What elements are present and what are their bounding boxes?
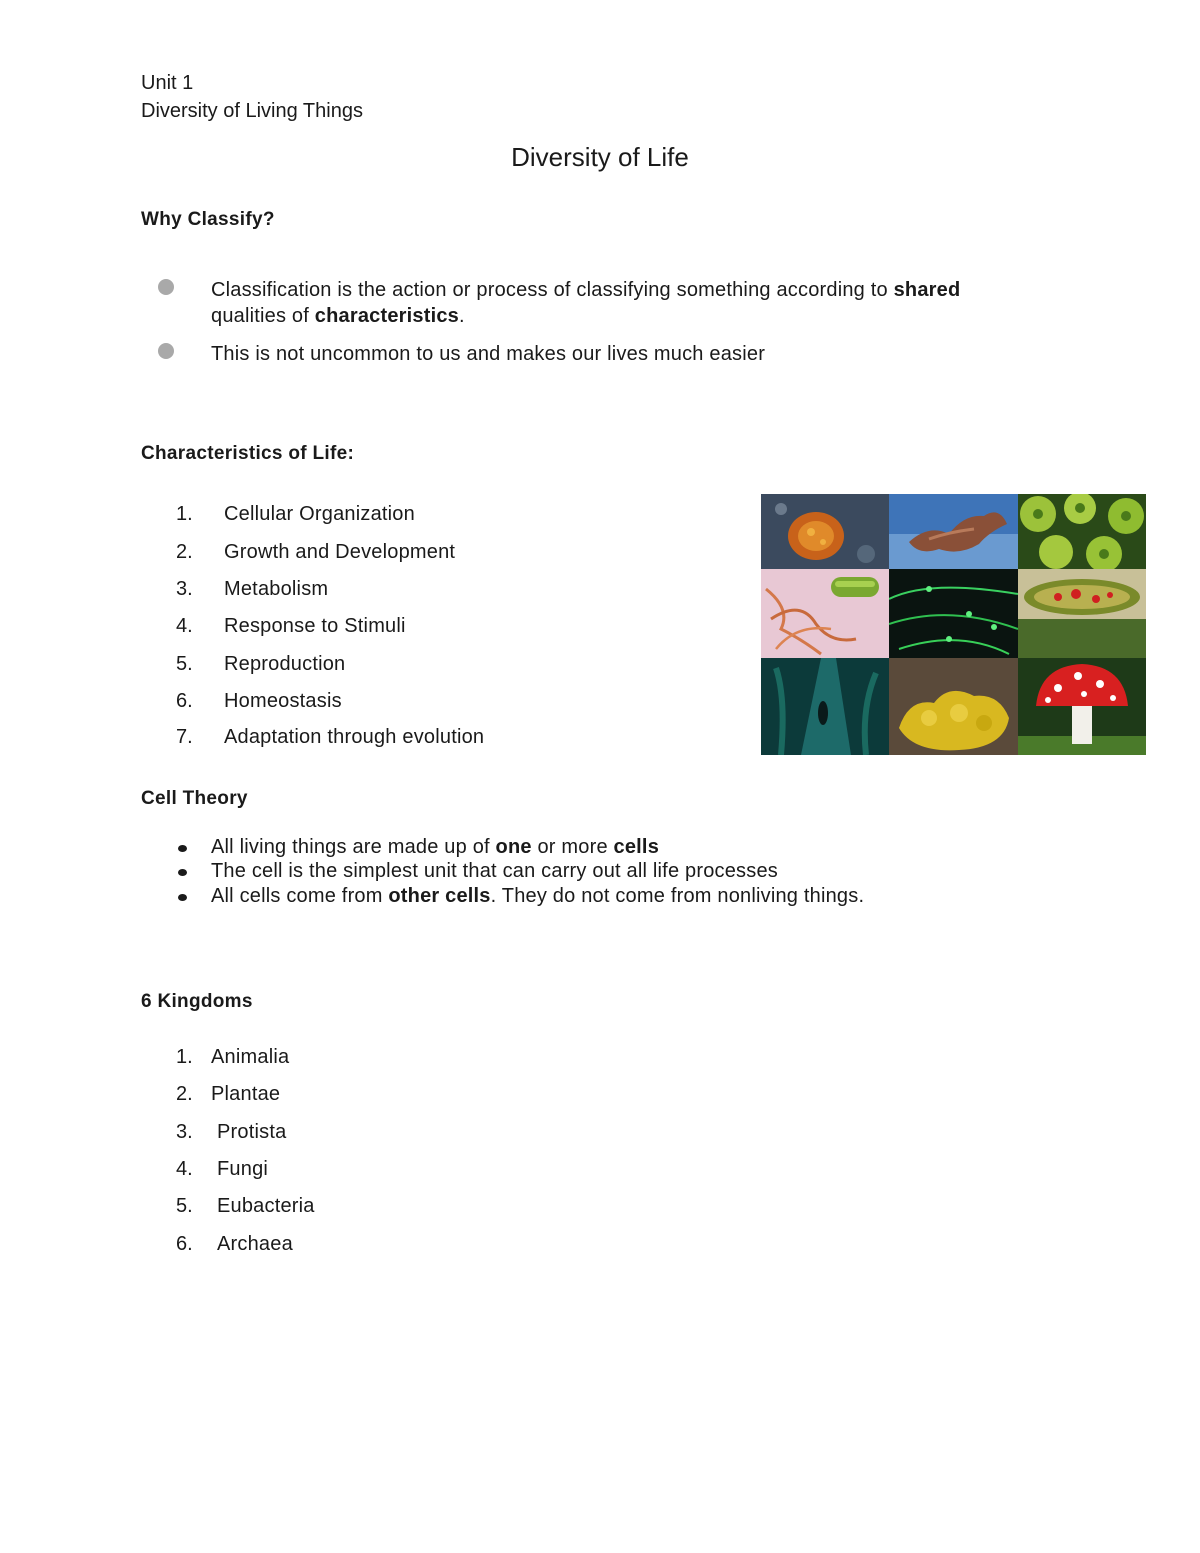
list-item: Plantae (211, 1083, 281, 1105)
list-number: 1. (176, 503, 193, 525)
characteristics-heading: Characteristics of Life: (141, 443, 355, 464)
list-item: Archaea (217, 1233, 293, 1255)
bullet-dot-icon (158, 343, 174, 359)
classify-bullet-2: This is not uncommon to us and makes our lives much easier (211, 343, 766, 365)
bold-one: one (495, 836, 532, 858)
list-item: Reproduction (224, 653, 346, 675)
cell-theory-bullet-2: The cell is the simplest unit that can carry out all life processes (211, 860, 778, 882)
page-title: Diversity of Life (511, 142, 689, 172)
slime-mold-photo (889, 658, 1018, 755)
list-number: 7. (176, 726, 193, 748)
bullet-dot-icon (158, 279, 174, 295)
list-number: 4. (176, 1158, 193, 1180)
classify-text-mid: qualities of (211, 305, 315, 327)
bullet-dot-icon (178, 894, 187, 901)
unit-label: Unit 1 (141, 72, 194, 94)
why-classify-heading: Why Classify? (141, 209, 275, 230)
classify-text-pre: Classification is the action or process of classifying something according to (211, 279, 894, 301)
bullet-dot-icon (178, 869, 187, 876)
list-item: Response to Stimuli (224, 615, 406, 637)
bullet-dot-icon (178, 845, 187, 852)
list-item: Eubacteria (217, 1195, 315, 1217)
classify-text-post: . (458, 305, 465, 327)
classify-bullet-line2 (211, 305, 465, 328)
list-number: 2. (176, 541, 193, 563)
list-item: Adaptation through evolution (224, 726, 485, 748)
underwater-photo (761, 658, 889, 755)
protist-photo (1018, 569, 1146, 658)
list-number: 4. (176, 615, 193, 637)
bold-shared: shared (893, 279, 961, 301)
cell-theory-bullet-3 (211, 885, 864, 908)
kingdoms-heading: 6 Kingdoms (141, 991, 253, 1012)
list-number: 3. (176, 578, 193, 600)
amoeba-photo (889, 494, 1018, 569)
list-item: Protista (217, 1121, 287, 1143)
bold-cells: cells (613, 836, 660, 858)
cell-theory-heading: Cell Theory (141, 788, 248, 809)
cell-theory-bullet-1 (211, 836, 659, 859)
list-number: 5. (176, 653, 193, 675)
cell-theory-text: or more (531, 836, 614, 858)
list-number: 6. (176, 690, 193, 712)
list-number: 6. (176, 1233, 193, 1255)
filaments-photo (889, 569, 1018, 658)
cell-theory-text: All living things are made up of (211, 836, 496, 858)
list-number: 5. (176, 1195, 193, 1217)
organisms-photo-collage (761, 494, 1146, 755)
list-number: 2. (176, 1083, 193, 1105)
lichen-photo (761, 494, 889, 569)
mushroom-photo (1018, 658, 1146, 755)
bacteria-photo (761, 569, 889, 658)
list-number: 1. (176, 1046, 193, 1068)
list-item: Animalia (211, 1046, 290, 1068)
list-item: Fungi (217, 1158, 269, 1180)
list-item: Metabolism (224, 578, 329, 600)
list-item: Cellular Organization (224, 503, 415, 525)
list-item: Homeostasis (224, 690, 342, 712)
volvox-photo (1018, 494, 1146, 569)
list-number: 3. (176, 1121, 193, 1143)
bold-characteristics: characteristics (314, 305, 459, 327)
cell-theory-text: All cells come from (211, 885, 389, 907)
subject-label: Diversity of Living Things (141, 100, 363, 122)
list-item: Growth and Development (224, 541, 456, 563)
bold-other-cells: other cells (388, 885, 491, 907)
classify-bullet-line1 (211, 279, 960, 302)
cell-theory-text: . They do not come from nonliving things. (490, 885, 865, 907)
